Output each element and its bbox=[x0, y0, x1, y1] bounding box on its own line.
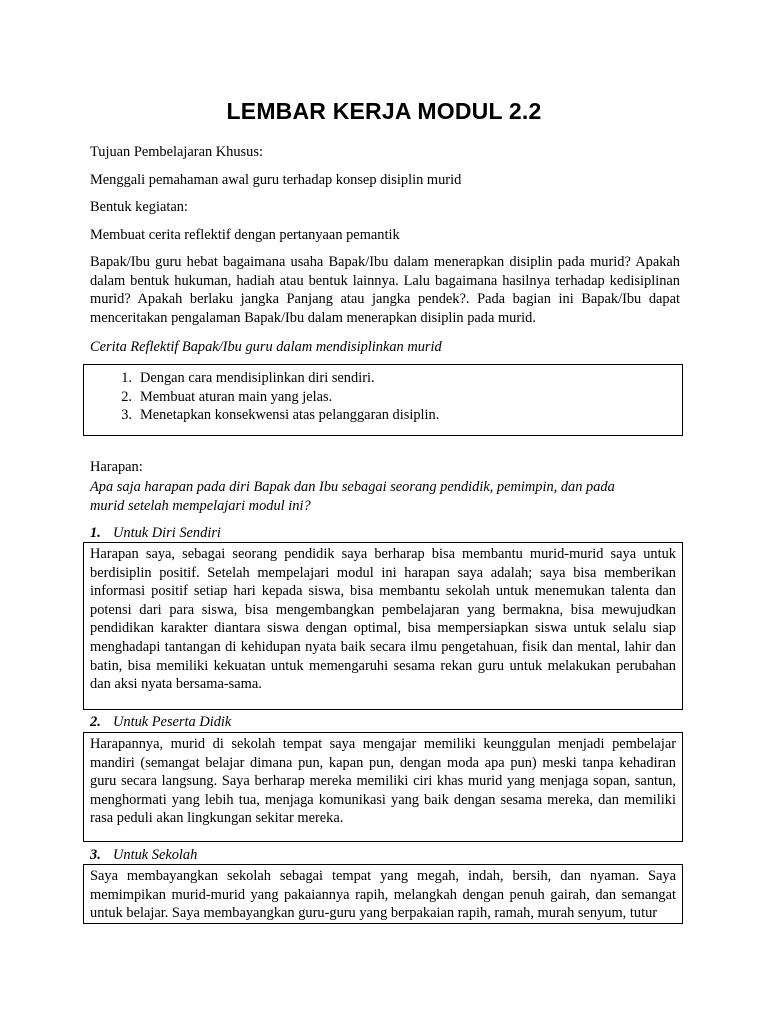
section-box-peserta-didik bbox=[83, 732, 683, 842]
bentuk-text: Membuat cerita reflektif dengan pertanyaan pemantik bbox=[90, 227, 400, 243]
section-text: Harapan saya, sebagai seorang pendidik saya berharap bisa membantu murid-murid saya untuk berdisiplin positif. Setelah mempelajari modul ini harapan saya adalah; saya bisa memberikan informasi positif setiap hari kepada siswa, bisa membantu sekolah untuk menemukan talenta dan potensi dari para siswa, bisa mengembangkan pembelajaran yang bermakna, bisa mewujudkan pendidikan karakter diantara siswa dengan optimal, bisa mempersiapkan siswa untuk selalu siap menghadapi tantangan di kehidupan nyata baik secara ilmu pengetahuan, fisik dan mental, lahir dan batin, bisa memiliki kekuatan untuk memengaruhi sesama rekan guru untuk melakukan perubahan dan aksi nyata bersama-sama. bbox=[90, 546, 676, 693]
section-heading-diri-sendiri: 1. Untuk Diri Sendiri bbox=[90, 525, 221, 541]
tujuan-text: Menggali pemahaman awal guru terhadap konsep disiplin murid bbox=[90, 172, 462, 188]
section-box-diri-sendiri bbox=[83, 542, 683, 710]
page-title: LEMBAR KERJA MODUL 2.2 bbox=[226, 98, 542, 124]
cerita-heading: Cerita Reflektif Bapak/Ibu guru dalam mendisiplinkan murid bbox=[90, 339, 442, 355]
section-heading-sekolah: 3. Untuk Sekolah bbox=[90, 847, 198, 863]
list-item: 1. Dengan cara mendisiplinkan diri sendiri. bbox=[121, 370, 375, 386]
section-heading-peserta-didik: 2. Untuk Peserta Didik bbox=[90, 714, 232, 730]
cerita-list bbox=[90, 369, 676, 425]
section-text: Saya membayangkan sekolah sebagai tempat yang megah, indah, bersih, dan nyaman. Saya memimpikan murid-murid yang pakaiannya rapih, melangkah dengan penuh gairah, dan semangat untuk belajar. Saya membayangkan guru-guru yang berpakaian rapih, ramah, murah senyum, tutur bbox=[90, 868, 676, 922]
harapan-label: Harapan: bbox=[90, 459, 143, 475]
section-text: Harapannya, murid di sekolah tempat saya mengajar memiliki keunggulan menjadi pembelajar mandiri (semangat belajar dimana pun, kapan pun, dengan moda apa pun) meski tanpa kehadiran guru secara langsung. Saya berharap mereka memiliki ciri khas murid yang menjaga sopan, santun, menghormati yang lebih tua, menjaga komunikasi yang baik dengan sesama mereka, dan memiliki rasa peduli akan lingkungan sekitar mereka. bbox=[90, 736, 676, 827]
list-item: 2. Membuat aturan main yang jelas. bbox=[121, 388, 333, 405]
bentuk-label: Bentuk kegiatan: bbox=[90, 199, 188, 215]
section-box-sekolah bbox=[83, 864, 683, 924]
cerita-box bbox=[83, 364, 683, 436]
harapan-question: Apa saja harapan pada diri Bapak dan Ibu sebagai seorang pendidik, pemimpin, dan pada murid setelah mempelajari modul ini? bbox=[90, 479, 615, 514]
list-item: 3. Menetapkan konsekwensi atas pelanggaran disiplin. bbox=[121, 407, 440, 424]
tujuan-label: Tujuan Pembelajaran Khusus: bbox=[90, 144, 263, 160]
intro-paragraph: Bapak/Ibu guru hebat bagaimana usaha Bapak/Ibu dalam menerapkan disiplin pada murid? Apakah dalam bentuk hukuman, hadiah atau bentuk lainnya. Lalu bagaimana hasilnya terhadap kedisiplinan murid? Apakah berlaku jangka Panjang atau jangka pendek?. Pada bagian ini Bapak/Ibu dapat menceritakan pengalaman Bapak/Ibu dalam menerapkan disiplin pada murid. bbox=[90, 254, 680, 326]
